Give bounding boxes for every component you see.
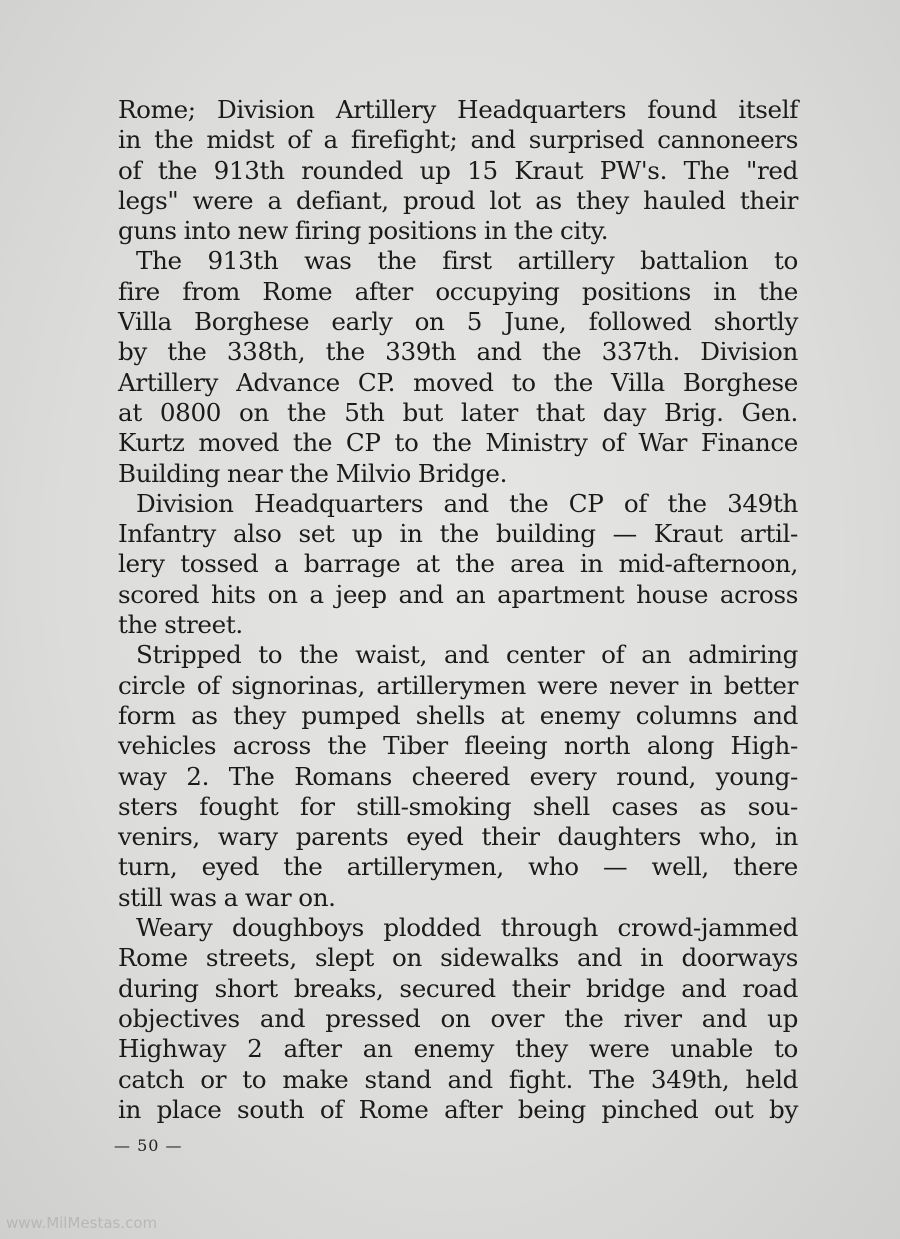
paragraph xyxy=(118,489,798,640)
text-line: at 0800 on the 5th but later that day Brig. Gen. xyxy=(118,397,798,427)
text-line: legs" were a defiant, proud lot as they hauled their xyxy=(118,185,798,215)
body-text xyxy=(118,95,798,1125)
text-line: in place south of Rome after being pinched out by xyxy=(118,1094,798,1124)
text-line: Rome streets, slept on sidewalks and in doorways xyxy=(118,943,798,973)
text-line: Kurtz moved the CP to the Ministry of War Finance xyxy=(118,428,798,458)
text-line: Division Headquarters and the CP of the 349th xyxy=(136,488,798,518)
paragraph xyxy=(118,95,798,246)
text-line: the street. xyxy=(118,610,243,640)
text-line: Infantry also set up in the building — Kraut artil- xyxy=(118,519,798,549)
text-line: Rome; Division Artillery Headquarters found itself xyxy=(118,95,798,124)
text-line: in the midst of a firefight; and surprised cannoneers xyxy=(118,125,798,155)
text-line: sters fought for still-smoking shell cases as sou- xyxy=(118,791,798,821)
text-line: Artillery Advance CP. moved to the Villa Borghese xyxy=(118,367,798,397)
text-line: vehicles across the Tiber fleeing north along High- xyxy=(118,731,798,761)
text-line: form as they pumped shells at enemy columns and xyxy=(118,700,798,730)
text-line: catch or to make stand and fight. The 349th, held xyxy=(118,1064,798,1094)
text-line: Villa Borghese early on 5 June, followed shortly xyxy=(118,307,798,337)
text-line: fire from Rome after occupying positions in the xyxy=(118,276,798,306)
text-line: Highway 2 after an enemy they were unable to xyxy=(118,1034,798,1064)
text-line: still was a war on. xyxy=(118,882,336,912)
paragraph xyxy=(118,246,798,488)
text-line: circle of signorinas, artillerymen were never in better xyxy=(118,670,798,700)
paragraph xyxy=(118,913,798,1125)
text-line: Weary doughboys plodded through crowd-jammed xyxy=(136,913,798,943)
text-line: objectives and pressed on over the river and up xyxy=(118,1003,798,1033)
page-number: — 50 — xyxy=(114,1136,183,1155)
text-line: Building near the Milvio Bridge. xyxy=(118,458,508,488)
text-line: scored hits on a jeep and an apartment house across xyxy=(118,579,798,609)
text-line: venirs, wary parents eyed their daughters who, in xyxy=(118,822,798,852)
text-line: guns into new firing positions in the city. xyxy=(118,216,609,246)
text-line: turn, eyed the artillerymen, who — well, there xyxy=(118,852,798,882)
paragraph xyxy=(118,640,798,913)
text-line: of the 913th rounded up 15 Kraut PW's. The "red xyxy=(118,155,798,185)
text-line: during short breaks, secured their bridge and road xyxy=(118,973,798,1003)
text-line: The 913th was the first artillery battalion to xyxy=(136,246,798,276)
text-line: way 2. The Romans cheered every round, young- xyxy=(118,761,798,791)
text-line: lery tossed a barrage at the area in mid-afternoon, xyxy=(118,549,798,579)
text-line: by the 338th, the 339th and the 337th. Division xyxy=(118,337,798,367)
watermark: www.MilMestas.com xyxy=(6,1214,158,1232)
text-line: Stripped to the waist, and center of an admiring xyxy=(136,640,798,670)
